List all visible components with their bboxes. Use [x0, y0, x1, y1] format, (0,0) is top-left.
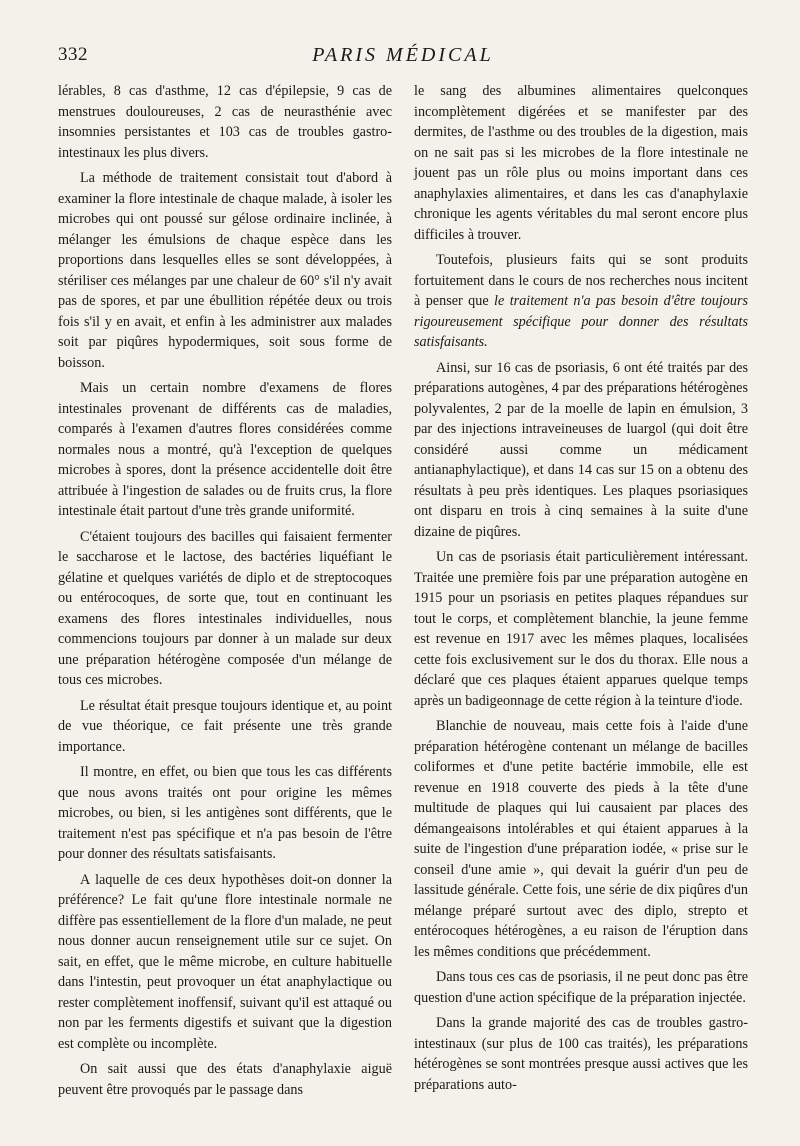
paragraph — [58, 81, 392, 163]
paragraph — [58, 696, 392, 758]
paragraph-emphasis: le traitement n'a pas besoin d'être toujours rigoureusement spécifique pour donner des résultats satisfaisants. — [414, 293, 748, 350]
paragraph-text: Le résultat était presque toujours identique et, au point de vue théorique, ce fait présente une très grande importance. — [58, 697, 392, 755]
paragraph-text: Blanchie de nouveau, mais cette fois à l'aide d'une préparation hétérogène contenant un mélange de bacilles coliformes et d'une petite bactérie immobile, elle est revenue en 1918 couverte des pieds à la tête d'une multitude de plaques qui lui causaient par places des démangeaisons intolérables et qui étaient apparues à la suite de l'ingestion d'une préparation iodée, « prise sur le conseil d'une amie », qui devait la guérir d'un peu de lassitude générale. Cette fois, une série de dix piqûres d'un mélange préparé surtout avec des diplo, strepto et entérocoques hétérogènes, a eu raison de l'éruption dans les mêmes conditions que précédemment. — [414, 718, 748, 960]
paragraph-text: La méthode de traitement consistait tout d'abord à examiner la flore intestinale de chaque malade, à isoler les microbes qui ont poussé sur gélose ordinaire inclinée, à mélanger les émulsions de chaque espèce dans les proportions dans lesquelles elles se sont développées, à stériliser ces mélanges par une chaleur de 60° s'il n'y avait pas de spores, et par une ébullition répétée deux ou trois fois s'il y en avait, et enfin à les administrer aux malades soit par piqûres hypodermiques, soit sous forme de boisson. — [58, 170, 392, 371]
paragraph — [58, 527, 392, 691]
paragraph-text: A laquelle de ces deux hypothèses doit-on donner la préférence? Le fait qu'une flore intestinale normale ne diffère pas essentiellement de la flore d'un malade, ne peut nous donner aucun renseignement utile sur ce sujet. On sait, en effet, que le même microbe, en culture habituelle dans l'intestin, peut provoquer un état anaphylactique ou rester complètement inoffensif, suivant qu'il est attaqué ou non par les ferments digestifs et suivant que la digestion est complète ou incomplète. — [58, 871, 392, 1052]
paragraph — [414, 1013, 748, 1095]
paragraph — [414, 250, 748, 353]
paragraph-text: Un cas de psoriasis était particulièrement intéressant. Traitée une première fois par une préparation autogène en 1915 pour un psoriasis en petites plaques répandues sur tout le corps, et complètement blanchie, la jeune femme est revenue en 1917 avec les mêmes plaques, localisées cette fois exclusivement sur le dos du thorax. Elle nous a déclaré que ces plaques étaient apparues quelque temps après un badigeonnage de cette région à la teinture d'iode. — [414, 549, 748, 709]
text-columns — [58, 81, 748, 1105]
paragraph-text: lérables, 8 cas d'asthme, 12 cas d'épilepsie, 9 cas de menstrues douloureuses, 2 cas de neurasthénie avec insomnies persistantes et 103 cas de troubles gastro-intestinaux les plus divers. — [58, 83, 392, 161]
paragraph — [414, 358, 748, 543]
paragraph-text: Dans la grande majorité des cas de troubles gastro-intestinaux (sur plus de 100 cas traités), les préparations hétérogènes se sont montrées presque aussi actives que les préparations auto- — [414, 1015, 748, 1093]
paragraph-text: Il montre, en effet, ou bien que tous les cas différents que nous avons traités ont pour origine les mêmes microbes, ou bien, si les antigènes sont différents, que le traitement n'est pas spécifique et n'a pas besoin de l'être pour donner des résultats satisfaisants. — [58, 764, 392, 862]
right-column — [414, 81, 748, 1105]
page-number: 332 — [58, 44, 88, 65]
paragraph — [58, 762, 392, 865]
running-head — [58, 44, 748, 75]
paragraph-text: le sang des albumines alimentaires quelconques incomplètement digérées et se manifester par des dermites, de l'asthme ou des troubles de la digestion, mais on ne sait pas si les microbes de la flore intestinale ne jouent pas un rôle plus ou moins important dans ces anaphylaxies alimentaires, et dans les cas d'anaphylaxie chronique les agents véritables du mal seront encore plus difficiles à trouver. — [414, 83, 748, 243]
paragraph-text: Ainsi, sur 16 cas de psoriasis, 6 ont été traités par des préparations autogènes, 4 par des préparations hétérogènes polyvalentes, 2 par de la moelle de lapin en émulsion, 3 par des injections intraveineuses de luargol (qui doit être considéré aussi comme un médicament antianaphylactique), et dans 14 cas sur 15 on a obtenu des résultats à peu près identiques. Les plaques psoriasiques ont disparu en trois à cinq semaines à la suite d'une dizaine de piqûres. — [414, 359, 748, 540]
paragraph-text: C'étaient toujours des bacilles qui faisaient fermenter le saccharose et le lactose, des bactéries liquéfiant le gélatine et quelques variétés de diplo et de streptocoques ou entérocoques, de sorte que, tout en continuant les examens des flores intestinales individuelles, nous commencions toujours par donner à un malade sur deux une préparation hétérogène composée d'un mélange de tous ces microbes. — [58, 528, 392, 688]
paragraph — [58, 168, 392, 373]
paragraph-text: Dans tous ces cas de psoriasis, il ne peut donc pas être question d'une action spécifique de la préparation injectée. — [414, 969, 748, 1006]
paragraph — [58, 870, 392, 1055]
paragraph — [414, 967, 748, 1008]
paragraph — [414, 81, 748, 245]
paragraph — [414, 716, 748, 962]
paragraph-text: On sait aussi que des états d'anaphylaxie aiguë peuvent être provoqués par le passage dans — [58, 1061, 392, 1098]
paragraph-text: Mais un certain nombre d'examens de flores intestinales provenant de différents cas de maladies, comparés à l'examen d'autres flores considérées comme normales nous a montré, qu'à l'exception de quelques microbes à spores, dont la présence accidentelle doit être attribuée à l'ingestion de salades ou de fruits crus, la flore intestinale était partout d'une très grande uniformité. — [58, 380, 392, 519]
left-column — [58, 81, 392, 1105]
paragraph — [58, 1059, 392, 1100]
paragraph-text: Toutefois, plusieurs faits qui se sont produits fortuitement dans le cours de nos recherches nous incitent à penser que — [414, 252, 748, 309]
paragraph — [414, 547, 748, 711]
journal-title: PARIS MÉDICAL — [312, 44, 494, 66]
paragraph — [58, 378, 392, 522]
